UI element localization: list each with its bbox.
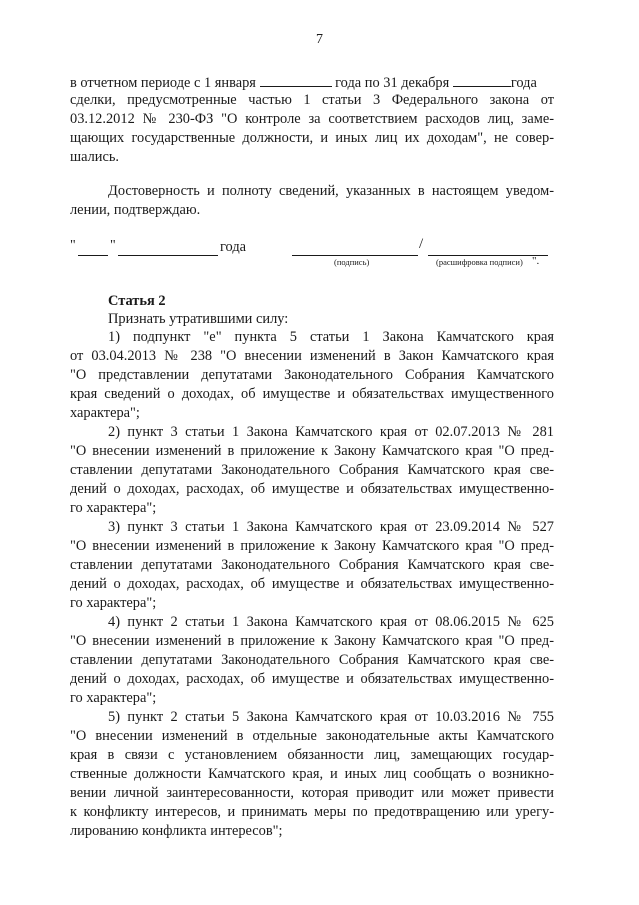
article-intro: Признать утратившими силу: [108, 311, 289, 327]
item-5-line: вении личной заинтересованности, которая приводит или может привести [70, 785, 554, 801]
page-number: 7 [316, 32, 323, 47]
item-3-line: го характера"; [70, 595, 157, 611]
item-1-line: характера"; [70, 405, 140, 421]
reporting-period-start-text: в отчетном периоде с 1 января [70, 75, 256, 91]
reporting-period-mid-text: года по 31 декабря [335, 75, 450, 91]
text-line: щающих государственные должности, и иных лиц их доходам", не совер- [70, 130, 554, 146]
item-5-line: к конфликту интересов, и принимать меры по предотвращению или урегу- [70, 804, 554, 820]
month-blank [118, 254, 218, 256]
item-4-line: "О внесении изменений в приложение к Закону Камчатского края "О пред- [70, 633, 554, 649]
date-quote-open: " [70, 238, 76, 253]
year-word: года [220, 239, 247, 255]
item-2-line: дений о доходах, расходах, об имуществе и обязательствах имущественно- [70, 481, 554, 497]
confirmation-line: лении, подтверждаю. [70, 202, 201, 218]
year-blank-1 [260, 72, 332, 87]
item-5-line: ственные должности Камчатского края, и иных лиц сообщать о возникно- [70, 766, 554, 782]
year-blank-2 [453, 72, 511, 87]
item-2-line: "О внесении изменений в приложение к Закону Камчатского края "О пред- [70, 443, 554, 459]
decode-caption: (расшифровка подписи) [436, 257, 523, 267]
item-3-line: "О внесении изменений в приложение к Закону Камчатского края "О пред- [70, 538, 554, 554]
article-heading: Статья 2 [108, 293, 166, 309]
item-4-line: дений о доходах, расходах, об имуществе и обязательствах имущественно- [70, 671, 554, 687]
item-5-line: лированию конфликта интересов"; [70, 823, 283, 839]
item-3-line: дений о доходах, расходах, об имуществе и обязательствах имущественно- [70, 576, 554, 592]
item-3-line: 3) пункт 3 статьи 1 Закона Камчатского края от 23.09.2014 № 527 [108, 519, 554, 535]
item-4-line: ставлении депутатами Законодательного Собрания Камчатского края све- [70, 652, 554, 668]
item-5-line: "О внесении изменений в отдельные законодательные акты Камчатского [70, 728, 554, 744]
signature-slash: / [419, 236, 424, 252]
item-3-line: ставлении депутатами Законодательного Собрания Камчатского края све- [70, 557, 554, 573]
name-decode-blank [428, 254, 548, 256]
closing-quote: ". [532, 255, 540, 267]
item-4-line: 4) пункт 2 статьи 1 Закона Камчатского края от 08.06.2015 № 625 [108, 614, 554, 630]
item-2-line: го характера"; [70, 500, 157, 516]
item-5-line: 5) пункт 2 статьи 5 Закона Камчатского края от 10.03.2016 № 755 [108, 709, 554, 725]
item-2-line: 2) пункт 3 статьи 1 Закона Камчатского края от 02.07.2013 № 281 [108, 424, 554, 440]
signature-blank [292, 254, 418, 256]
confirmation-line: Достоверность и полноту сведений, указанных в настоящем уведом- [108, 183, 554, 199]
item-5-line: края в связи с установлением обязанности лиц, замещающих государ- [70, 747, 554, 763]
item-1-line: края сведений о доходах, об имуществе и обязательствах имущественного [70, 386, 554, 402]
day-blank [78, 254, 108, 256]
text-line: 03.12.2012 № 230-ФЗ "О контроле за соответствием расходов лиц, заме- [70, 111, 554, 127]
text-line: шались. [70, 149, 120, 165]
reporting-period-line [70, 72, 554, 93]
reporting-period-end-text: года [510, 75, 537, 91]
item-1-line: "О представлении депутатами Законодательного Собрания Камчатского [70, 367, 554, 383]
item-4-line: го характера"; [70, 690, 157, 706]
signature-caption: (подпись) [334, 257, 370, 267]
item-1-line: 1) подпункт "е" пункта 5 статьи 1 Закона Камчатского края [108, 329, 554, 345]
item-1-line: от 03.04.2013 № 238 "О внесении изменений в Закон Камчатского края [70, 348, 554, 364]
text-line: сделки, предусмотренные частью 1 статьи 3 Федерального закона от [70, 92, 554, 108]
date-quote-close: " [110, 238, 116, 253]
item-2-line: ставлении депутатами Законодательного Собрания Камчатского края све- [70, 462, 554, 478]
